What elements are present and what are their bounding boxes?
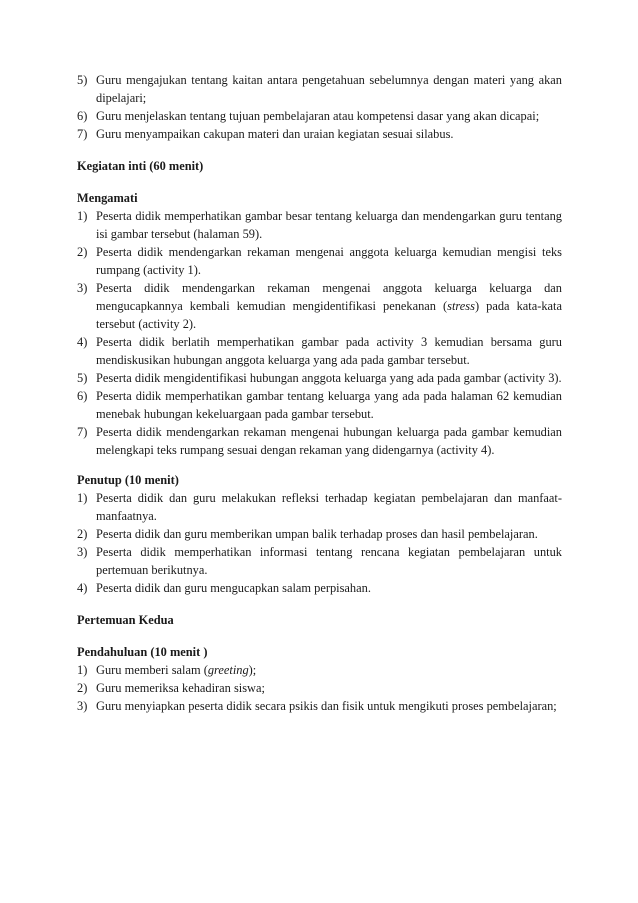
core-activity-heading: Kegiatan inti (60 menit) (77, 159, 204, 173)
closing-list (77, 489, 562, 597)
list-item: 4) Peserta didik dan guru mengucapkan salam perpisahan. (77, 581, 371, 595)
list-item: 1) Peserta didik memperhatikan gambar besar tentang keluarga dan mendengarkan guru tentang isi gambar tersebut (halaman 59). (77, 209, 562, 241)
list-item: 3) Guru menyiapkan peserta didik secara psikis dan fisik untuk mengikuti proses pembelajaran; (77, 699, 557, 713)
document-page (77, 71, 562, 715)
opening-list (77, 661, 562, 715)
list-item: 5) Guru mengajukan tentang kaitan antara pengetahuan sebelumnya dengan materi yang akan dipelajari; (77, 73, 562, 105)
observe-list (77, 207, 562, 459)
list-item: 7) Peserta didik mendengarkan rekaman mengenai hubungan keluarga pada gambar kemudian melengkapi teks rumpang sesuai dengan rekaman yang didengarnya (activity 4). (77, 425, 562, 457)
list-item: 2) Peserta didik mendengarkan rekaman mengenai anggota keluarga kemudian mengisi teks rumpang (activity 1). (77, 245, 562, 277)
list-item: 1) Guru memberi salam (greeting); (77, 663, 257, 677)
list-item: 7) Guru menyampaikan cakupan materi dan uraian kegiatan sesuai silabus. (77, 127, 454, 141)
list-item: 3) Peserta didik mendengarkan rekaman mengenai anggota keluarga keluarga dan mengucapkannya kembali kemudian mengidentifikasi penekanan (stress) pada kata-kata tersebut (activity 2). (77, 281, 562, 331)
list-item: 6) Peserta didik memperhatikan gambar tentang keluarga yang ada pada halaman 62 kemudian menebak hubungan kekeluargaan pada gambar tersebut. (77, 389, 562, 421)
observe-heading: Mengamati (77, 191, 138, 205)
list-item: 4) Peserta didik berlatih memperhatikan gambar pada activity 3 kemudian bersama guru mendiskusikan hubungan anggota keluarga yang ada pada gambar tersebut. (77, 335, 562, 367)
opening-heading: Pendahuluan (10 menit ) (77, 645, 208, 659)
list-item: 6) Guru menjelaskan tentang tujuan pembelajaran atau kompetensi dasar yang akan dicapai; (77, 109, 540, 123)
closing-heading: Penutup (10 menit) (77, 473, 179, 487)
intro-list (77, 71, 562, 143)
second-meeting-heading: Pertemuan Kedua (77, 613, 174, 627)
list-item: 5) Peserta didik mengidentifikasi hubungan anggota keluarga yang ada pada gambar (activity 3). (77, 371, 562, 385)
list-item: 2) Peserta didik dan guru memberikan umpan balik terhadap proses dan hasil pembelajaran. (77, 527, 538, 541)
list-item: 3) Peserta didik memperhatikan informasi tentang rencana kegiatan pembelajaran untuk pertemuan berikutnya. (77, 545, 562, 577)
list-item: 2) Guru memeriksa kehadiran siswa; (77, 681, 265, 695)
list-item: 1) Peserta didik dan guru melakukan refleksi terhadap kegiatan pembelajaran dan manfaat-manfaatnya. (77, 491, 562, 523)
